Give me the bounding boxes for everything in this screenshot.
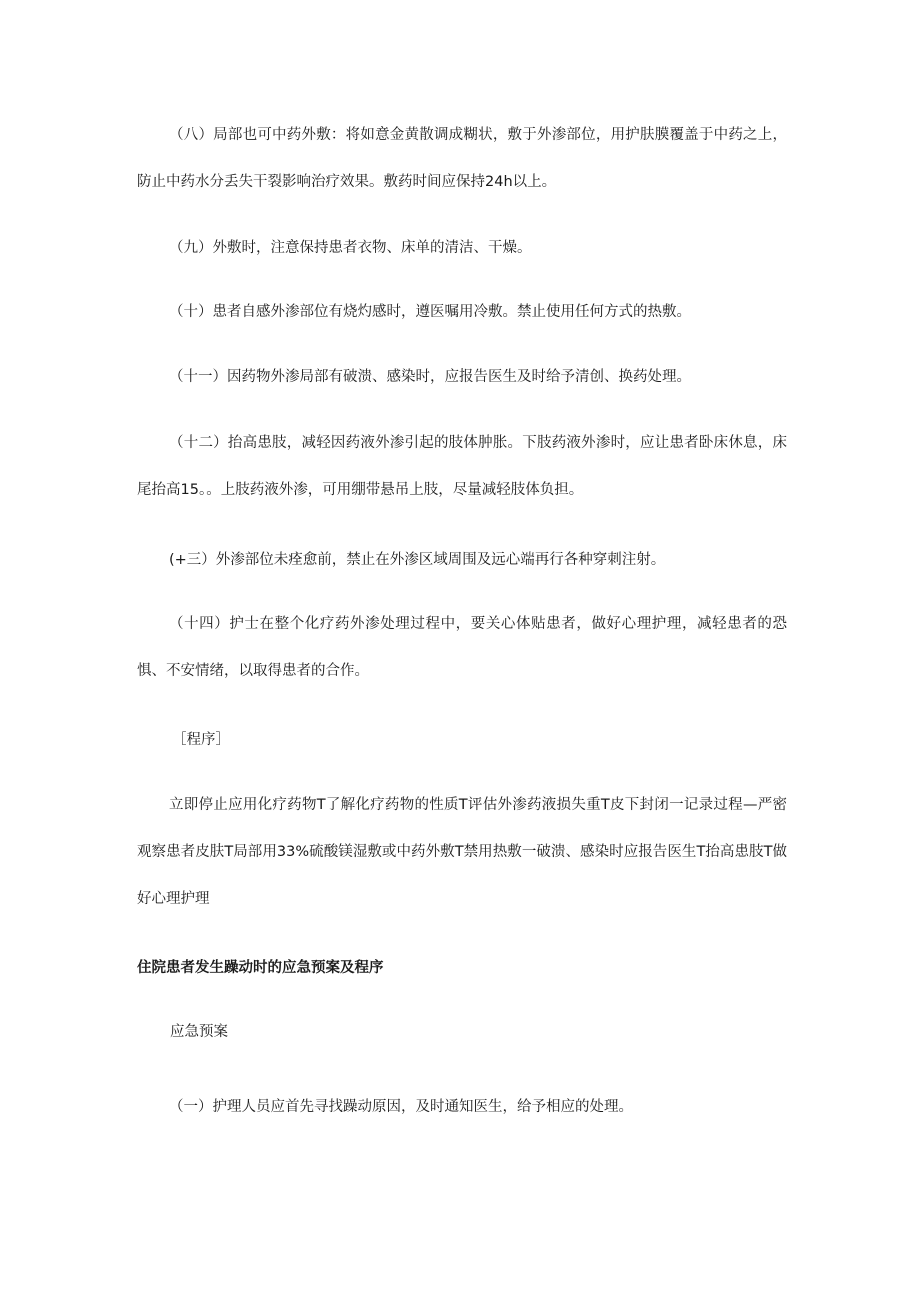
paragraph-12: （十二）抬高患肢，减轻因药液外渗引起的肢体肿胀。下肢药液外渗时，应让患者卧床休息，床尾抬高15。。上肢药液外渗，可用绷带悬吊上肢，尽量减轻肢体负担。 (137, 435, 787, 498)
paragraph-10: （十）患者自感外渗部位有烧灼感时，遵医嘱用冷敷。禁止使用任何方式的热敷。 (169, 304, 691, 320)
section-title: 住院患者发生躁动时的应急预案及程序 (137, 960, 384, 976)
paragraph-11: （十一）因药物外渗局部有破溃、感染时，应报告医生及时给予清创、换药处理。 (169, 369, 691, 385)
procedure-text: 立即停止应用化疗药物T了解化疗药物的性质T评估外渗药液损失重T皮下封闭一记录过程—严密观察患者皮肤T局部用33%硫酸镁湿敷或中药外敷T禁用热敷一破溃、感染时应报告医生T抬高患肢T做好心理护理 (137, 797, 787, 907)
procedure-label: ［程序］ (172, 732, 230, 748)
paragraph-14: （十四）护士在整个化疗药外渗处理过程中，要关心体贴患者，做好心理护理，减轻患者的恐惧、不安情绪，以取得患者的合作。 (137, 616, 787, 679)
paragraph-13: (+三）外渗部位未痊愈前，禁止在外渗区域周围及远心端再行各种穿刺注射。 (169, 552, 666, 568)
paragraph-9: （九）外敷时，注意保持患者衣物、床单的清洁、干燥。 (169, 240, 532, 256)
paragraph-8: （八）局部也可中药外敷：将如意金黄散调成糊状，敷于外渗部位，用护肤膜覆盖于中药之上，防止中药水分丢失干裂影响治疗效果。敷药时间应保持24h以上。 (137, 127, 787, 190)
paragraph-emergency-1: （一）护理人员应首先寻找躁动原因，及时通知医生，给予相应的处理。 (169, 1099, 633, 1115)
subsection-label: 应急预案 (170, 1024, 228, 1040)
